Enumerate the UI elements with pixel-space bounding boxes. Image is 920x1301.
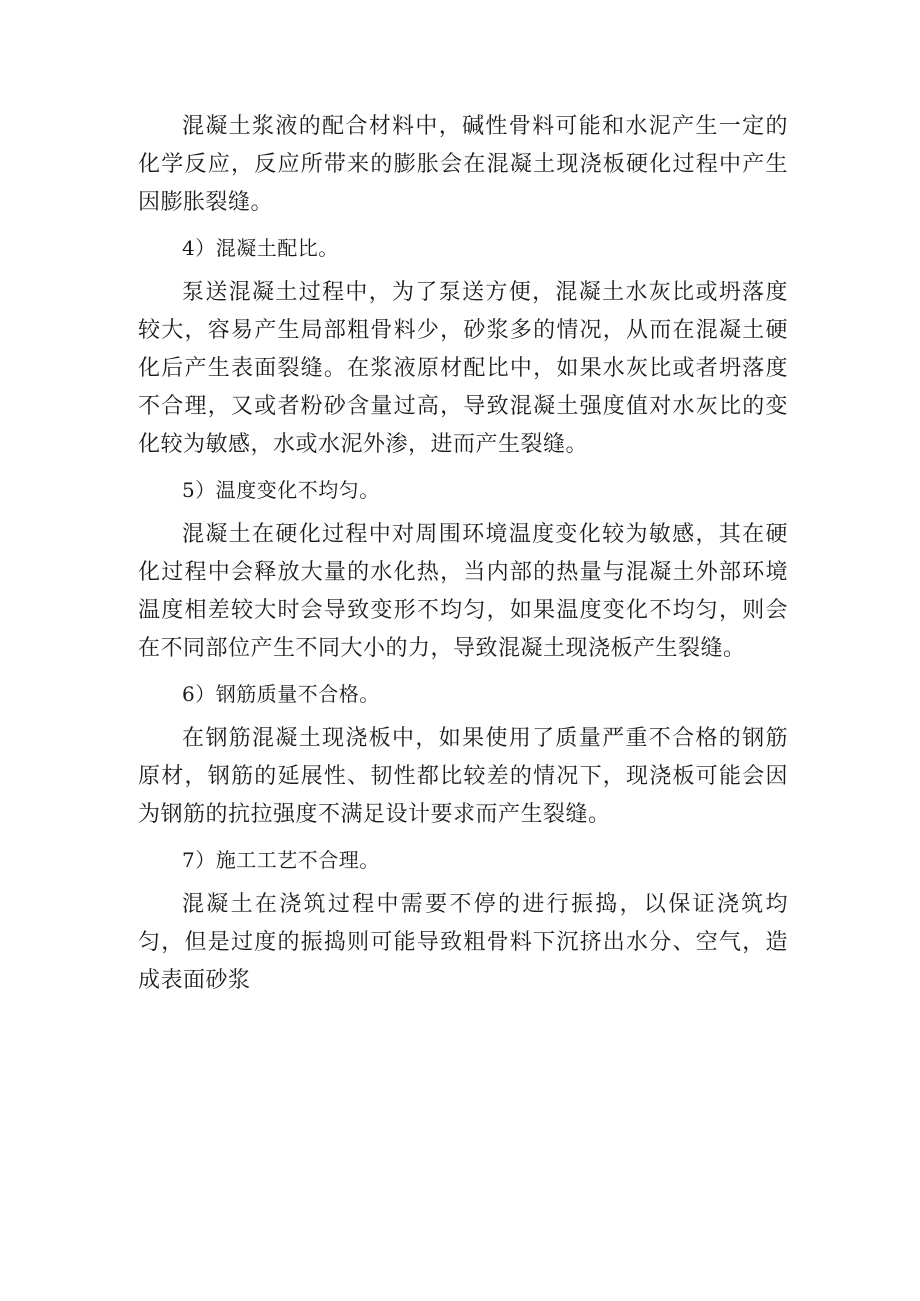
- paragraph-mix-ratio: 泵送混凝土过程中，为了泵送方便，混凝土水灰比或坍落度较大，容易产生局部粗骨料少，砂浆多的情况，从而在混凝土硬化后产生表面裂缝。在浆液原材配比中，如果水灰比或者坍落度不合理，又或者粉砂含量过高，导致混凝土强度值对水灰比的变化较为敏感，水或水泥外渗，进而产生裂缝。: [138, 280, 788, 457]
- paragraph-alkali-reaction: 混凝土浆液的配合材料中，碱性骨料可能和水泥产生一定的化学反应，反应所带来的膨胀会在混凝土现浇板硬化过程中产生因膨胀裂缝。: [138, 114, 788, 215]
- heading-temperature: 5）温度变化不均匀。: [182, 478, 380, 502]
- paragraph-rebar-quality: 在钢筋混凝土现浇板中，如果使用了质量严重不合格的钢筋原材，钢筋的延展性、韧性都比较差的情况下，现浇板可能会因为钢筋的抗拉强度不满足设计要求而产生裂缝。: [138, 726, 788, 827]
- heading-rebar-quality: 6）钢筋质量不合格。: [182, 682, 380, 706]
- paragraph-construction-process: 混凝土在浇筑过程中需要不停的进行振捣，以保证浇筑均匀，但是过度的振捣则可能导致粗骨料下沉挤出水分、空气，造成表面砂浆: [138, 892, 788, 993]
- heading-mix-ratio: 4）混凝土配比。: [182, 236, 339, 260]
- heading-construction-process: 7）施工工艺不合理。: [182, 848, 380, 872]
- paragraph-temperature: 混凝土在硬化过程中对周围环境温度变化较为敏感，其在硬化过程中会释放大量的水化热，当内部的热量与混凝土外部环境温度相差较大时会导致变形不均匀，如果温度变化不均匀，则会在不同部位产生不同大小的力，导致混凝土现浇板产生裂缝。: [138, 522, 788, 661]
